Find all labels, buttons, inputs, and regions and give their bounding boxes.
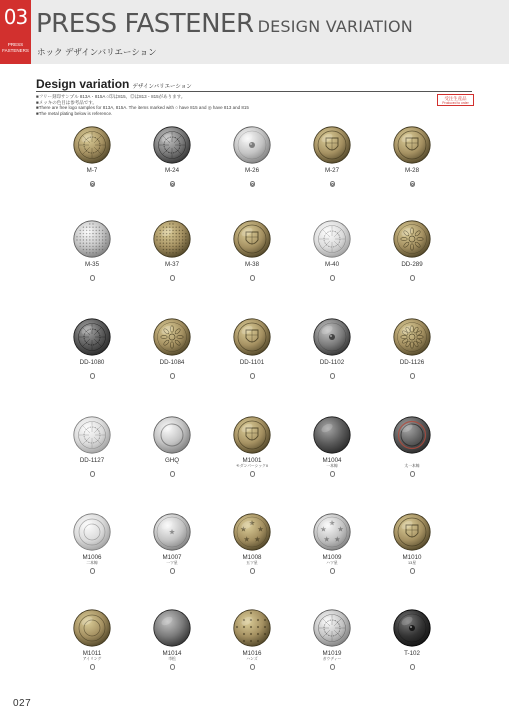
fastener-item	[302, 318, 362, 376]
section-heading	[36, 77, 192, 91]
fastener-image	[313, 609, 351, 647]
fastener-code: M1010	[402, 554, 422, 561]
fastener-item	[382, 126, 442, 184]
fastener-item	[142, 220, 202, 278]
fastener-code: DD-1102	[319, 359, 345, 366]
fastener-jp-name: 五ツ星	[246, 561, 258, 565]
fastener-image	[393, 318, 431, 356]
fastener-jp-name: 市松	[168, 657, 176, 661]
availability-mark-icon	[410, 275, 416, 281]
fastener-jp-name: 一本線	[326, 464, 338, 468]
fastener-code: M1001	[242, 457, 262, 464]
fastener-item	[382, 416, 442, 474]
availability-mark-icon	[250, 568, 256, 574]
fastener-jp-name: ガウディー	[322, 657, 342, 661]
fastener-code: M-7	[86, 167, 98, 174]
badge-jp: 受注生産品	[444, 95, 467, 101]
fastener-image	[313, 416, 351, 454]
page-subtitle: ホック デザインバリエーション	[37, 47, 157, 57]
fastener-code: M-40	[324, 261, 340, 268]
availability-mark-icon	[330, 664, 336, 670]
fastener-image	[393, 220, 431, 258]
fastener-code: M1014	[162, 650, 182, 657]
fastener-item	[142, 609, 202, 667]
fastener-image	[73, 609, 111, 647]
fastener-code: DD-1101	[239, 359, 265, 366]
section-heading-jp: デザインバリエーション	[132, 84, 192, 90]
fastener-image	[313, 126, 351, 164]
fastener-code: T-102	[404, 650, 420, 657]
fastener-jp-name: 太一本線	[404, 464, 420, 468]
fastener-jp-name: ハンズ	[246, 657, 258, 661]
fastener-code: M1016	[242, 650, 262, 657]
fastener-code: M1006	[82, 554, 102, 561]
title-suffix: DESIGN VARIATION	[257, 17, 413, 36]
availability-mark-icon	[170, 568, 176, 574]
fastener-item	[382, 513, 442, 571]
fastener-image	[73, 126, 111, 164]
fastener-code: DD-1127	[79, 457, 105, 464]
fastener-item	[222, 609, 282, 667]
availability-mark-icon	[410, 471, 416, 477]
made-to-order-badge	[437, 94, 474, 106]
page-title	[36, 9, 413, 39]
section-badge	[0, 0, 31, 64]
fastener-image	[73, 513, 111, 551]
fastener-image	[313, 318, 351, 356]
fastener-code: M-35	[84, 261, 100, 268]
fastener-item	[302, 513, 362, 571]
fastener-item	[62, 609, 122, 667]
fastener-item	[382, 318, 442, 376]
availability-mark-icon	[250, 181, 256, 187]
fastener-item	[142, 126, 202, 184]
fastener-item	[222, 220, 282, 278]
fastener-item	[222, 513, 282, 571]
fastener-image	[393, 609, 431, 647]
availability-mark-icon	[90, 568, 96, 574]
availability-mark-icon	[250, 275, 256, 281]
availability-mark-icon	[250, 664, 256, 670]
fastener-image	[73, 318, 111, 356]
fastener-item	[222, 318, 282, 376]
fastener-image	[153, 318, 191, 356]
fastener-item	[302, 220, 362, 278]
availability-mark-icon	[410, 664, 416, 670]
fastener-item	[62, 220, 122, 278]
fastener-image	[393, 416, 431, 454]
fastener-code: M1019	[322, 650, 342, 657]
fastener-image	[153, 513, 191, 551]
fastener-image	[153, 126, 191, 164]
fastener-image	[233, 318, 271, 356]
page-number: 027	[13, 698, 32, 709]
availability-mark-icon	[90, 181, 96, 187]
availability-inner-ring	[411, 183, 414, 186]
fastener-code: DD-1080	[79, 359, 105, 366]
availability-mark-icon	[170, 275, 176, 281]
availability-mark-icon	[90, 471, 96, 477]
fastener-code: M1009	[322, 554, 342, 561]
section-sub-label: PRESS FASTENERS	[2, 42, 29, 53]
availability-inner-ring	[171, 183, 174, 186]
availability-mark-icon	[330, 181, 336, 187]
availability-inner-ring	[331, 183, 334, 186]
fastener-jp-name: アイリング	[82, 657, 102, 661]
fastener-image	[73, 220, 111, 258]
page-header	[0, 0, 509, 64]
note-line: ■メッキの色目は参考品です。	[36, 99, 97, 105]
availability-mark-icon	[90, 664, 96, 670]
availability-mark-icon	[410, 181, 416, 187]
fastener-code: DD-1126	[399, 359, 425, 366]
fastener-jp-name: 13星	[407, 561, 417, 565]
fastener-image	[233, 220, 271, 258]
fastener-code: M-38	[244, 261, 260, 268]
availability-inner-ring	[251, 183, 254, 186]
badge-en: Produced to order	[442, 100, 469, 105]
availability-mark-icon	[170, 664, 176, 670]
availability-mark-icon	[410, 568, 416, 574]
fastener-code: M1011	[82, 650, 102, 657]
fastener-item	[222, 416, 282, 474]
fastener-image	[313, 513, 351, 551]
availability-mark-icon	[250, 471, 256, 477]
availability-mark-icon	[250, 373, 256, 379]
fastener-item	[382, 220, 442, 278]
fastener-code: GHQ	[164, 457, 180, 464]
fastener-item	[62, 513, 122, 571]
fastener-item	[302, 609, 362, 667]
fastener-image	[233, 513, 271, 551]
fastener-item	[142, 318, 202, 376]
note-line: ■フリー刻印サンプル 813A・815A ○印は815、◎は813・815があります。	[36, 94, 186, 99]
availability-mark-icon	[170, 181, 176, 187]
fastener-image	[393, 126, 431, 164]
section-divider	[36, 91, 472, 92]
fastener-item	[382, 609, 442, 667]
fastener-image	[153, 220, 191, 258]
availability-mark-icon	[90, 373, 96, 379]
fastener-jp-name: 二本線	[86, 561, 98, 565]
availability-inner-ring	[91, 183, 94, 186]
fastener-jp-name: モダンパーシックII	[235, 464, 269, 468]
title-main: PRESS FASTENER	[36, 9, 254, 39]
fastener-image	[233, 416, 271, 454]
fastener-item	[302, 126, 362, 184]
fastener-item	[62, 416, 122, 474]
section-heading-en: Design variation	[36, 77, 130, 91]
fastener-item	[142, 416, 202, 474]
fastener-code: M1007	[162, 554, 182, 561]
fastener-jp-name: ハツ星	[326, 561, 338, 565]
fastener-image	[233, 126, 271, 164]
availability-mark-icon	[330, 373, 336, 379]
availability-mark-icon	[410, 373, 416, 379]
fastener-item	[222, 126, 282, 184]
fastener-code: M1004	[322, 457, 342, 464]
section-number: 03	[3, 5, 28, 29]
fastener-item	[62, 318, 122, 376]
fastener-code: DD-289	[401, 261, 423, 268]
fastener-code: DD-1084	[159, 359, 185, 366]
fastener-code: M1008	[242, 554, 262, 561]
fastener-code: M-26	[244, 167, 260, 174]
fastener-code: M-27	[324, 167, 340, 174]
fastener-item	[142, 513, 202, 571]
fastener-jp-name: 一ツ星	[166, 561, 178, 565]
fastener-code: M-37	[164, 261, 180, 268]
fastener-item	[302, 416, 362, 474]
fastener-item	[62, 126, 122, 184]
notes	[36, 94, 249, 116]
note-line: ■There are free logo samples for 813A, 815A. The items marked with ○ have 815 and ◎ have 813 and 815	[36, 105, 249, 111]
note-line: ■The metal plating below is reference.	[36, 110, 113, 116]
availability-mark-icon	[330, 568, 336, 574]
fastener-image	[153, 416, 191, 454]
availability-mark-icon	[170, 373, 176, 379]
availability-mark-icon	[170, 471, 176, 477]
fastener-image	[393, 513, 431, 551]
fastener-code: M-28	[404, 167, 420, 174]
fastener-image	[313, 220, 351, 258]
fastener-image	[73, 416, 111, 454]
fastener-code: M-24	[164, 167, 180, 174]
availability-mark-icon	[330, 275, 336, 281]
availability-mark-icon	[90, 275, 96, 281]
availability-mark-icon	[330, 471, 336, 477]
fastener-image	[153, 609, 191, 647]
fastener-image	[233, 609, 271, 647]
